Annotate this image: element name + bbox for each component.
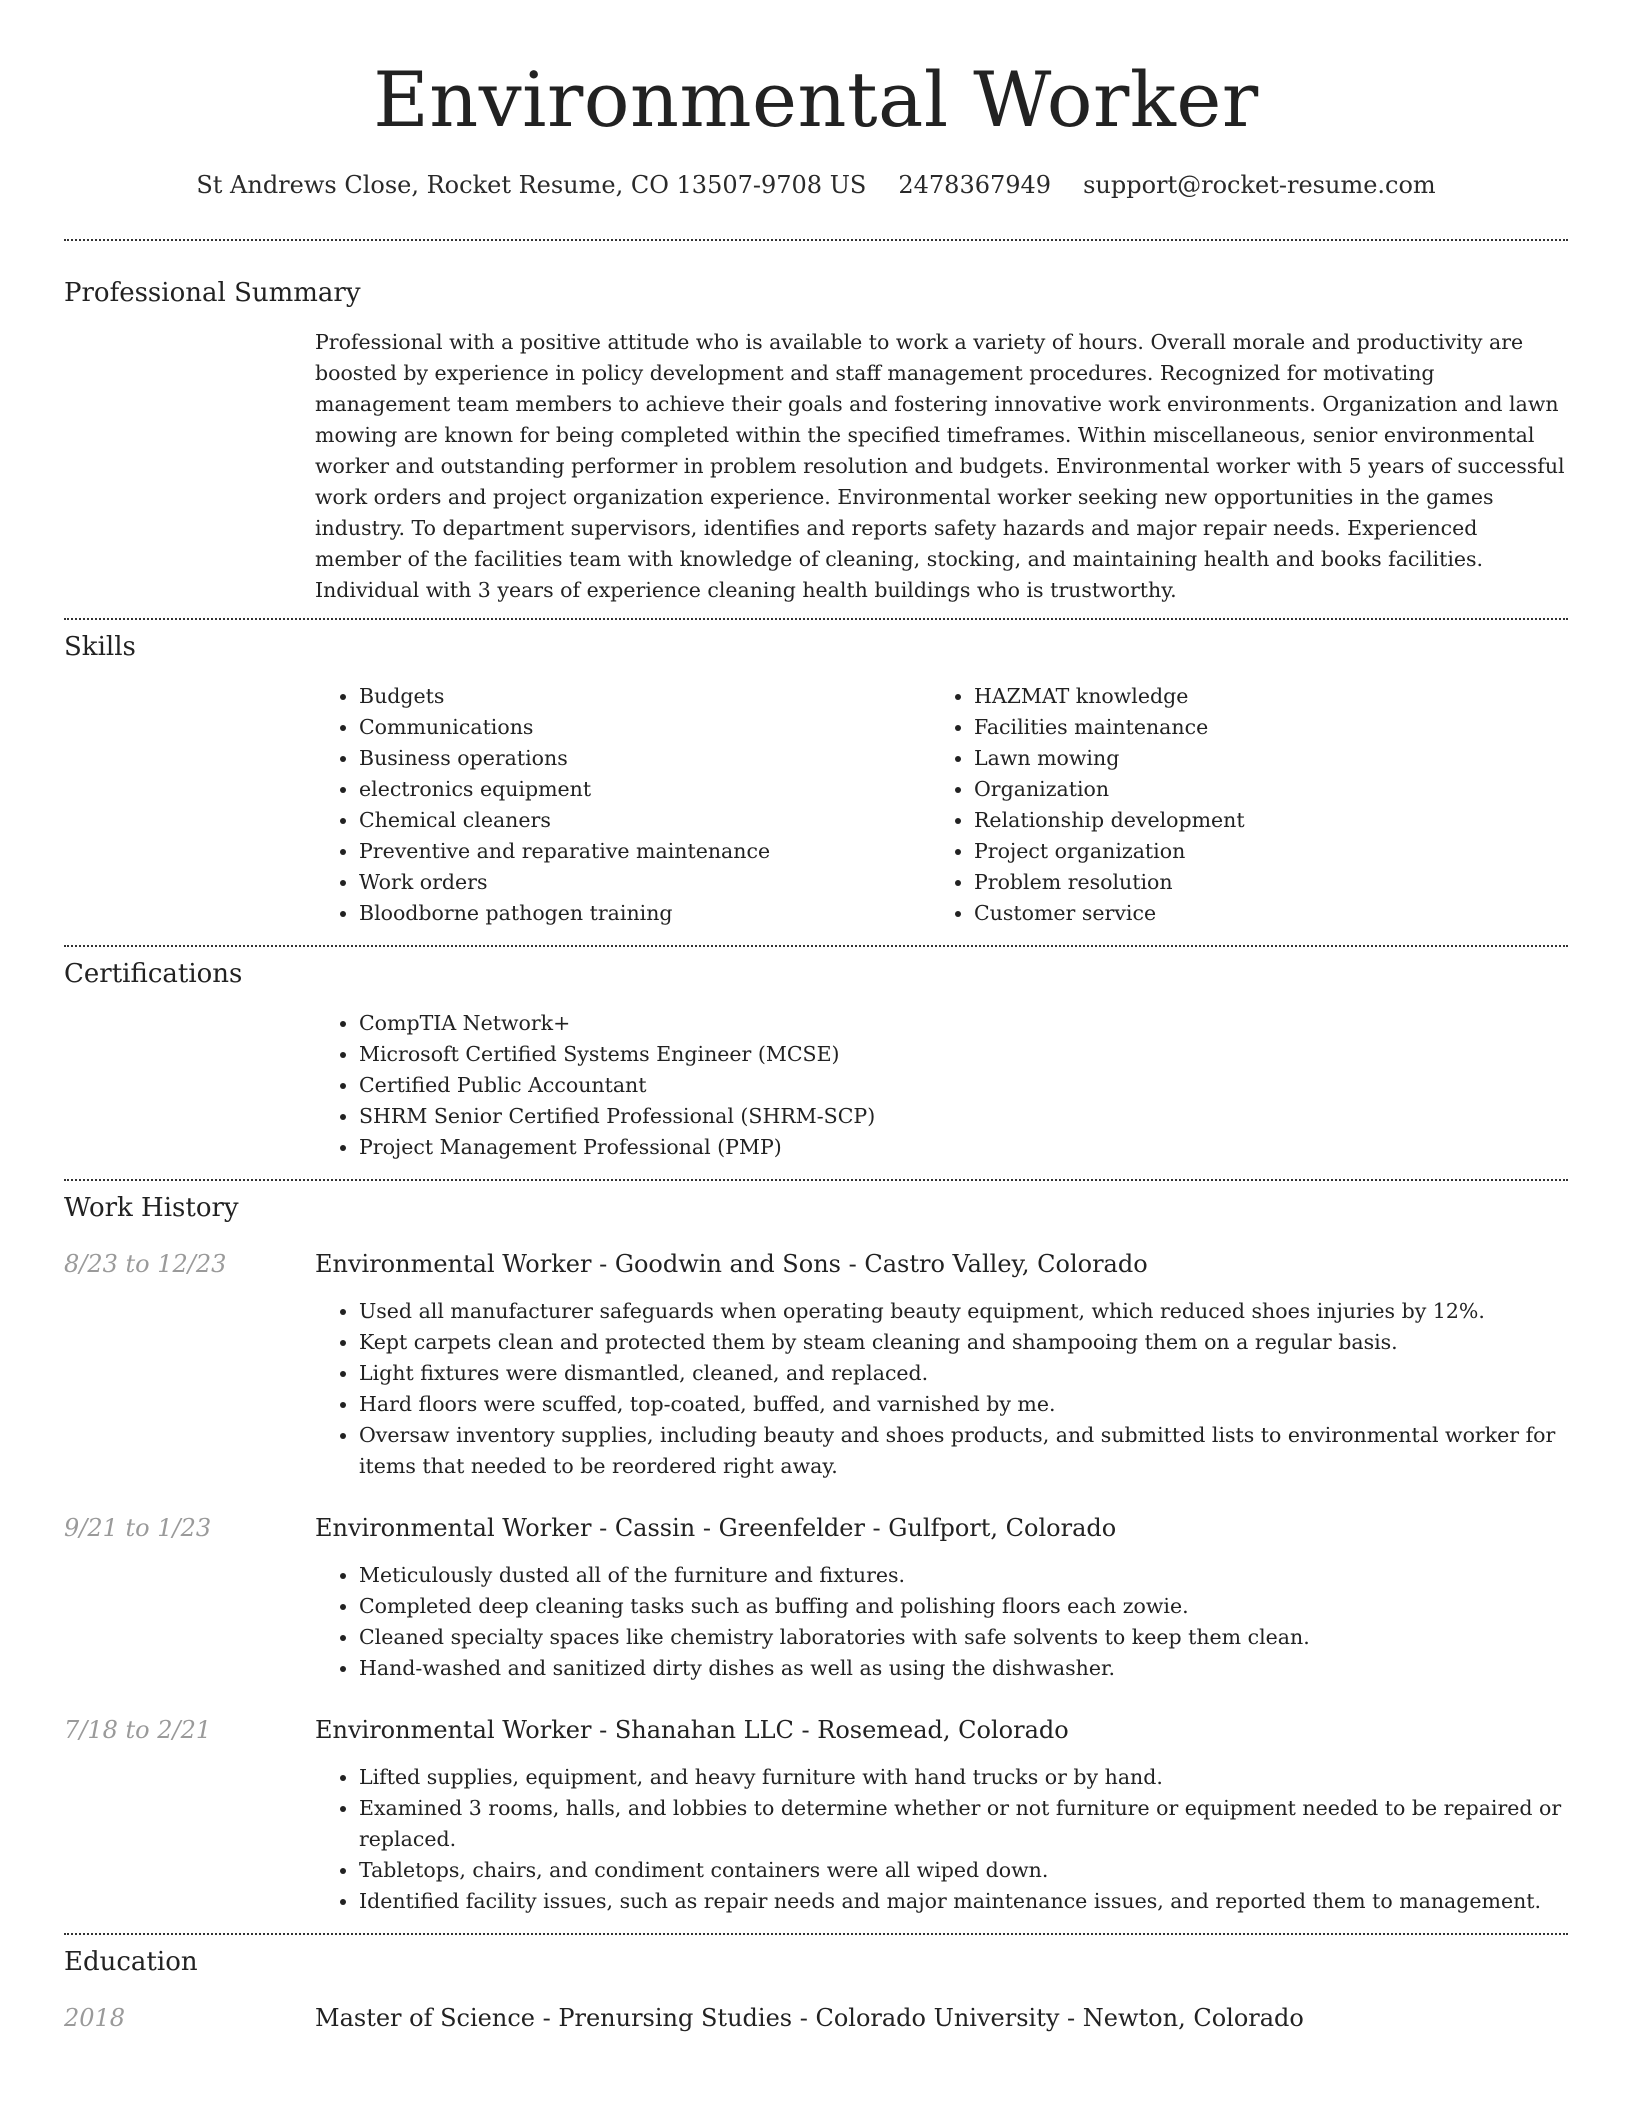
section-divider xyxy=(64,1179,1568,1181)
list-item: • Identified facility issues, such as repair needs and major maintenance issues, and reported them to management. xyxy=(359,1886,1568,1917)
summary-text: Professional with a positive attitude who is available to work a variety of hours. Overall morale and productivity are boosted by experience in policy development and staff management procedures. Recognized for motivating management team members to achieve their goals and fostering innovative work environments. Organization and lawn mowing are known for being completed within the specified timeframes. Within miscellaneous, senior environmental worker and outstanding performer in problem resolution and budgets. Environmental worker with 5 years of successful work orders and project organization experience. Environmental worker seeking new opportunities in the games industry. To department supervisors, identifies and reports safety hazards and major repair needs. Experienced member of the facilities team with knowledge of cleaning, stocking, and maintaining health and books facilities. Individual with 3 years of experience cleaning health buildings who is trustworthy. xyxy=(315,330,1565,602)
work-history-title: Work History xyxy=(64,1193,239,1223)
list-item: • Facilities maintenance xyxy=(974,712,1545,743)
education-title: Education xyxy=(64,1947,198,1977)
certifications-title: Certifications xyxy=(64,959,243,989)
list-item: • Customer service xyxy=(974,898,1545,929)
list-item: • Light fixtures were dismantled, cleaned, and replaced. xyxy=(359,1358,1568,1389)
job-bullets xyxy=(315,1296,1568,1482)
contact-address: St Andrews Close, Rocket Resume, CO 13507-9708 US xyxy=(196,171,867,199)
list-item: • Bloodborne pathogen training xyxy=(359,898,930,929)
list-item: • Hand-washed and sanitized dirty dishes as well as using the dishwasher. xyxy=(359,1653,1568,1684)
education-heading: Master of Science - Prenursing Studies - Colorado University - Newton, Colorado xyxy=(315,2004,1304,2032)
list-item: • Tabletops, chairs, and condiment containers were all wiped down. xyxy=(359,1855,1568,1886)
work-history-section xyxy=(64,1190,1568,1917)
list-item: • Work orders xyxy=(359,867,930,898)
job-header xyxy=(64,1713,1568,1747)
job-heading: Environmental Worker - Shanahan LLC - Rosemead, Colorado xyxy=(315,1716,1069,1744)
list-item: • Microsoft Certified Systems Engineer (MCSE) xyxy=(359,1039,1568,1070)
list-item: • Relationship development xyxy=(974,805,1545,836)
list-item: • Project Management Professional (PMP) xyxy=(359,1132,1568,1163)
list-item: • Certified Public Accountant xyxy=(359,1070,1568,1101)
job-header xyxy=(64,1511,1568,1545)
skills-section xyxy=(64,629,1568,929)
candidate-name: Environmental Worker xyxy=(373,55,1259,144)
list-item: • Lifted supplies, equipment, and heavy furniture with hand trucks or by hand. xyxy=(359,1762,1568,1793)
resume-page xyxy=(64,0,1568,2035)
job-dates: 8/23 to 12/23 xyxy=(64,1250,227,1278)
section-divider xyxy=(64,1933,1568,1935)
list-item: • Used all manufacturer safeguards when operating beauty equipment, which reduced shoes injuries by 12%. xyxy=(359,1296,1568,1327)
list-item: • CompTIA Network+ xyxy=(359,1008,1568,1039)
job-entry xyxy=(64,1713,1568,1917)
list-item: • Budgets xyxy=(359,681,930,712)
skills-list-right xyxy=(930,681,1545,929)
list-item: • Hard floors were scuffed, top-coated, buffed, and varnished by me. xyxy=(359,1389,1568,1420)
job-dates: 9/21 to 1/23 xyxy=(64,1514,212,1542)
list-item: • Examined 3 rooms, halls, and lobbies to determine whether or not furniture or equipment needed to be repaired or replaced. xyxy=(359,1793,1568,1855)
list-item: • Preventive and reparative maintenance xyxy=(359,836,930,867)
skills-title: Skills xyxy=(64,632,136,662)
list-item: • Business operations xyxy=(359,743,930,774)
job-header xyxy=(64,1247,1568,1281)
list-item: • SHRM Senior Certified Professional (SHRM-SCP) xyxy=(359,1101,1568,1132)
education-section xyxy=(64,1944,1568,2035)
job-bullets-wrap xyxy=(315,1296,1568,1482)
job-entry xyxy=(64,1511,1568,1684)
list-item: • HAZMAT knowledge xyxy=(974,681,1545,712)
contact-line xyxy=(64,168,1568,202)
section-divider xyxy=(64,945,1568,947)
contact-phone: 2478367949 xyxy=(898,171,1052,199)
list-item: • Kept carpets clean and protected them by steam cleaning and shampooing them on a regular basis. xyxy=(359,1327,1568,1358)
certifications-list xyxy=(315,1008,1568,1163)
certifications-list-wrap xyxy=(315,1008,1568,1163)
list-item: • Communications xyxy=(359,712,930,743)
list-item: • Oversaw inventory supplies, including beauty and shoes products, and submitted lists to environmental worker for items that needed to be reordered right away. xyxy=(359,1420,1568,1482)
job-dates: 7/18 to 2/21 xyxy=(64,1716,212,1744)
list-item: • Chemical cleaners xyxy=(359,805,930,836)
job-heading: Environmental Worker - Goodwin and Sons - Castro Valley, Colorado xyxy=(315,1250,1148,1278)
summary-title: Professional Summary xyxy=(64,278,361,308)
section-divider xyxy=(64,618,1568,620)
job-entry xyxy=(64,1247,1568,1482)
contact-email: support@rocket-resume.com xyxy=(1083,171,1436,199)
job-bullets-wrap xyxy=(315,1560,1568,1684)
list-item: • Problem resolution xyxy=(974,867,1545,898)
job-bullets xyxy=(315,1560,1568,1684)
job-bullets xyxy=(315,1762,1568,1917)
education-year: 2018 xyxy=(64,2004,126,2032)
education-entry xyxy=(64,2001,1568,2035)
education-header xyxy=(64,2001,1568,2035)
list-item: • Meticulously dusted all of the furniture and fixtures. xyxy=(359,1560,1568,1591)
list-item: • Organization xyxy=(974,774,1545,805)
list-item: • Project organization xyxy=(974,836,1545,867)
list-item: • Completed deep cleaning tasks such as buffing and polishing floors each zowie. xyxy=(359,1591,1568,1622)
skills-list-left xyxy=(315,681,930,929)
section-divider xyxy=(64,239,1568,241)
skills-grid xyxy=(315,681,1568,929)
summary-section xyxy=(64,275,1568,606)
list-item: • Lawn mowing xyxy=(974,743,1545,774)
job-heading: Environmental Worker - Cassin - Greenfelder - Gulfport, Colorado xyxy=(315,1514,1117,1542)
job-bullets-wrap xyxy=(315,1762,1568,1917)
list-item: • Cleaned specialty spaces like chemistry laboratories with safe solvents to keep them clean. xyxy=(359,1622,1568,1653)
certifications-section xyxy=(64,956,1568,1163)
list-item: • electronics equipment xyxy=(359,774,930,805)
